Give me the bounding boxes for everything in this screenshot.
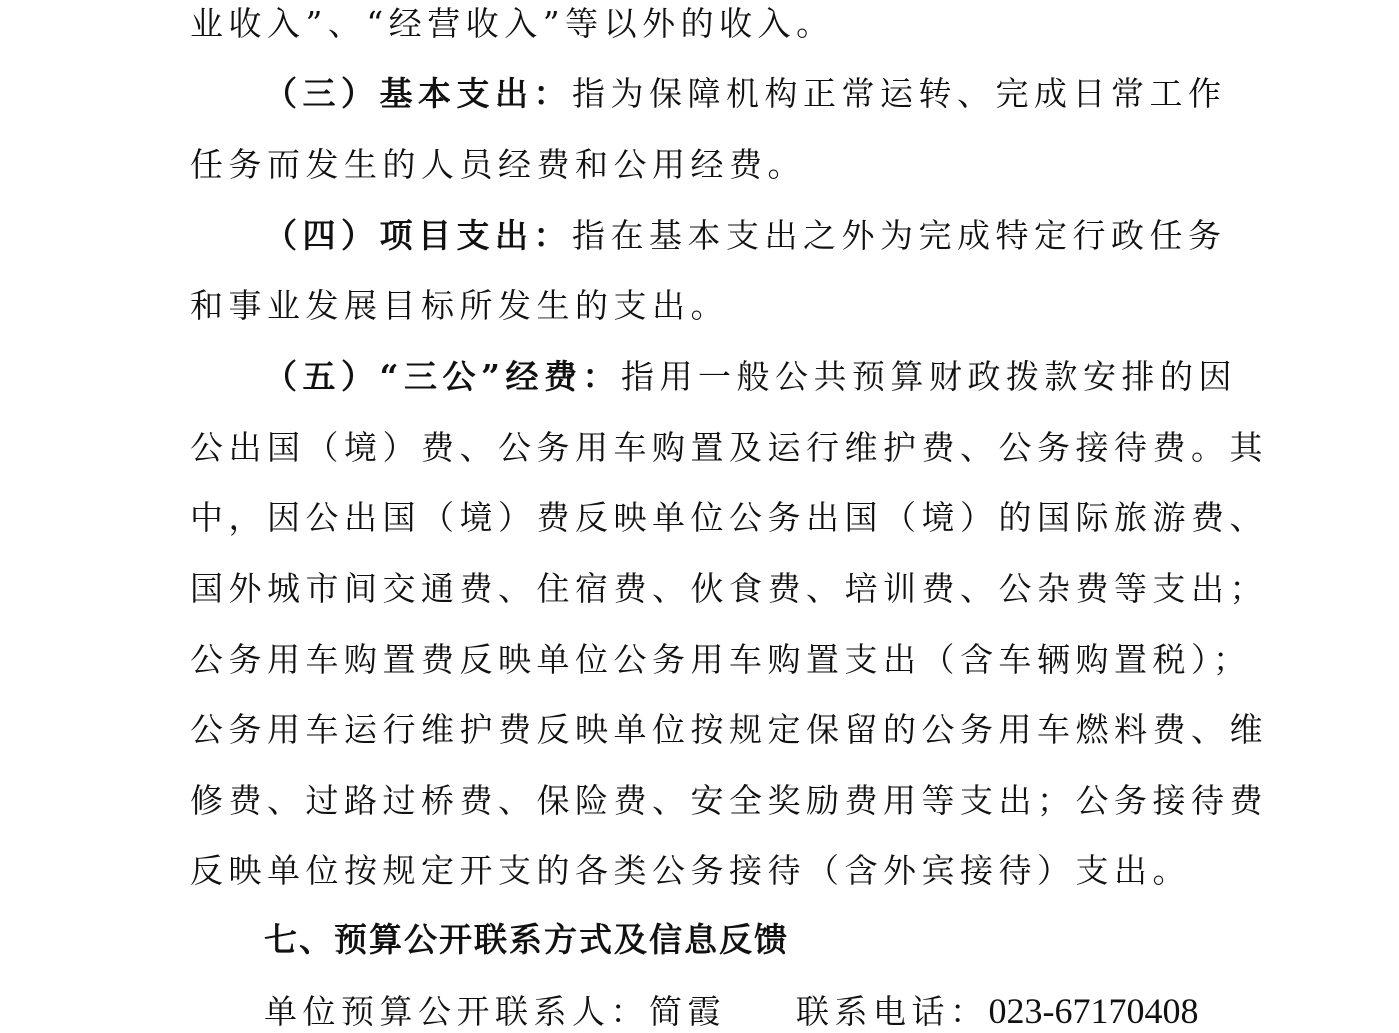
paragraph-income-continuation: 业收入”、“经营收入”等以外的收入。	[190, 4, 835, 43]
three-public-line7: 修费、过路过桥费、保险费、安全奖励费用等支出；公务接待费	[190, 781, 1268, 820]
three-public-line5: 公务用车购置费反映单位公务用车购置支出（含车辆购置税）；	[190, 640, 1252, 679]
paragraph-three-public-expenses	[264, 357, 1237, 397]
three-public-expenses-label: （五）“三公”经费：	[264, 357, 621, 396]
contact-person-label: 单位预算公开联系人：	[264, 992, 649, 1031]
project-expenditure-line2: 和事业发展目标所发生的支出。	[190, 286, 729, 325]
contact-person-name: 简霞	[649, 992, 726, 1031]
three-public-line3: 中，因公出国（境）费反映单位公务出国（境）的国际旅游费、	[190, 498, 1268, 537]
project-expenditure-label: （四）项目支出：	[264, 216, 572, 255]
contact-line	[264, 991, 1199, 1032]
three-public-line2: 公出国（境）费、公务用车购置及运行维护费、公务接待费。其	[190, 428, 1268, 467]
basic-expenditure-label: （三）基本支出：	[264, 74, 572, 113]
phone-label: 联系电话：	[796, 992, 989, 1031]
basic-expenditure-text: 指为保障机构正常运转、完成日常工作	[572, 74, 1227, 113]
paragraph-project-expenditure	[264, 216, 1227, 256]
basic-expenditure-line2: 任务而发生的人员经费和公用经费。	[190, 145, 806, 184]
three-public-expenses-text: 指用一般公共预算财政拨款安排的因	[620, 357, 1237, 396]
phone-number: 023-67170408	[988, 991, 1199, 1031]
three-public-line4: 国外城市间交通费、住宿费、伙食费、培训费、公杂费等支出；	[190, 569, 1268, 608]
project-expenditure-text: 指在基本支出之外为完成特定行政任务	[572, 216, 1227, 255]
three-public-line6: 公务用车运行维护费反映单位按规定保留的公务用车燃料费、维	[190, 710, 1268, 749]
three-public-line8: 反映单位按规定开支的各类公务接待（含外宾接待）支出。	[190, 851, 1191, 890]
section7-heading: 七、预算公开联系方式及信息反馈	[264, 920, 789, 959]
paragraph-basic-expenditure	[264, 74, 1227, 114]
